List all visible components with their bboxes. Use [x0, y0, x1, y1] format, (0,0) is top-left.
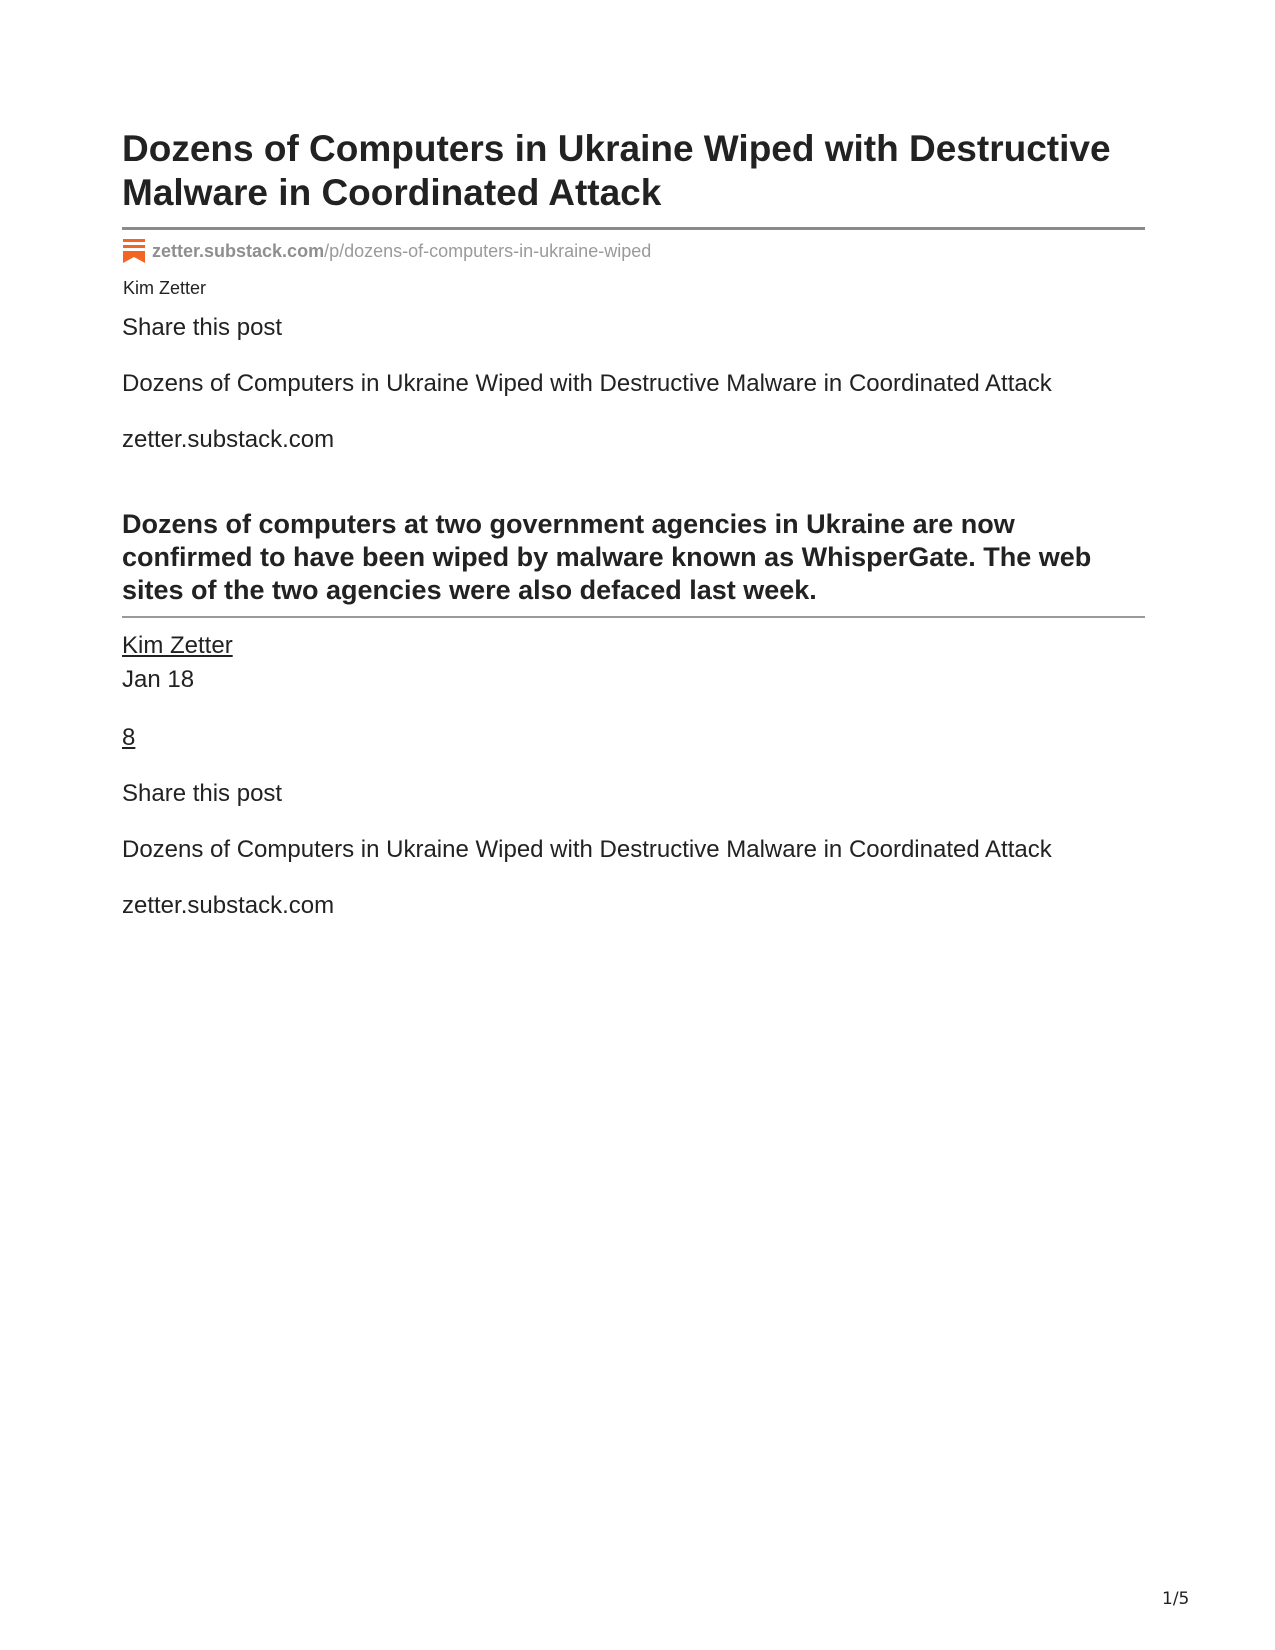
share-post-title-2: Dozens of Computers in Ukraine Wiped with Destructive Malware in Coordinated Attack: [122, 836, 1052, 863]
post-date: Jan 18: [122, 666, 195, 693]
author-name: Kim Zetter: [123, 278, 207, 298]
source-domain: zetter.substack.com: [152, 240, 325, 261]
page-number: 1/5: [1162, 1589, 1190, 1609]
lead-divider: [122, 616, 1145, 618]
share-post-title: Dozens of Computers in Ukraine Wiped with Destructive Malware in Coordinated Attack: [122, 370, 1052, 397]
comment-count-link[interactable]: 8: [122, 724, 136, 751]
share-post-label-2[interactable]: Share this post: [122, 780, 283, 807]
source-path: /p/dozens-of-computers-in-ukraine-wiped: [324, 240, 652, 261]
share-post-domain-2: zetter.substack.com: [122, 892, 335, 919]
article-title: Dozens of Computers in Ukraine Wiped with Destructive Malware in Coordinated Attack: [122, 128, 1111, 213]
share-post-domain: zetter.substack.com: [122, 426, 335, 453]
title-divider: [122, 227, 1145, 230]
share-post-label[interactable]: Share this post: [122, 314, 283, 341]
author-link-wrapper: [122, 632, 233, 660]
source-line: [122, 238, 651, 264]
substack-bookmark-icon: [122, 238, 146, 264]
article-lead: Dozens of computers at two government agencies in Ukraine are now confirmed to have been wiped by malware known as WhisperGate. The web sites of the two agencies were also defaced last week.: [122, 509, 1092, 605]
author-link[interactable]: Kim Zetter: [122, 632, 233, 659]
comment-count-wrapper: [122, 724, 135, 752]
source-url[interactable]: [152, 241, 651, 262]
